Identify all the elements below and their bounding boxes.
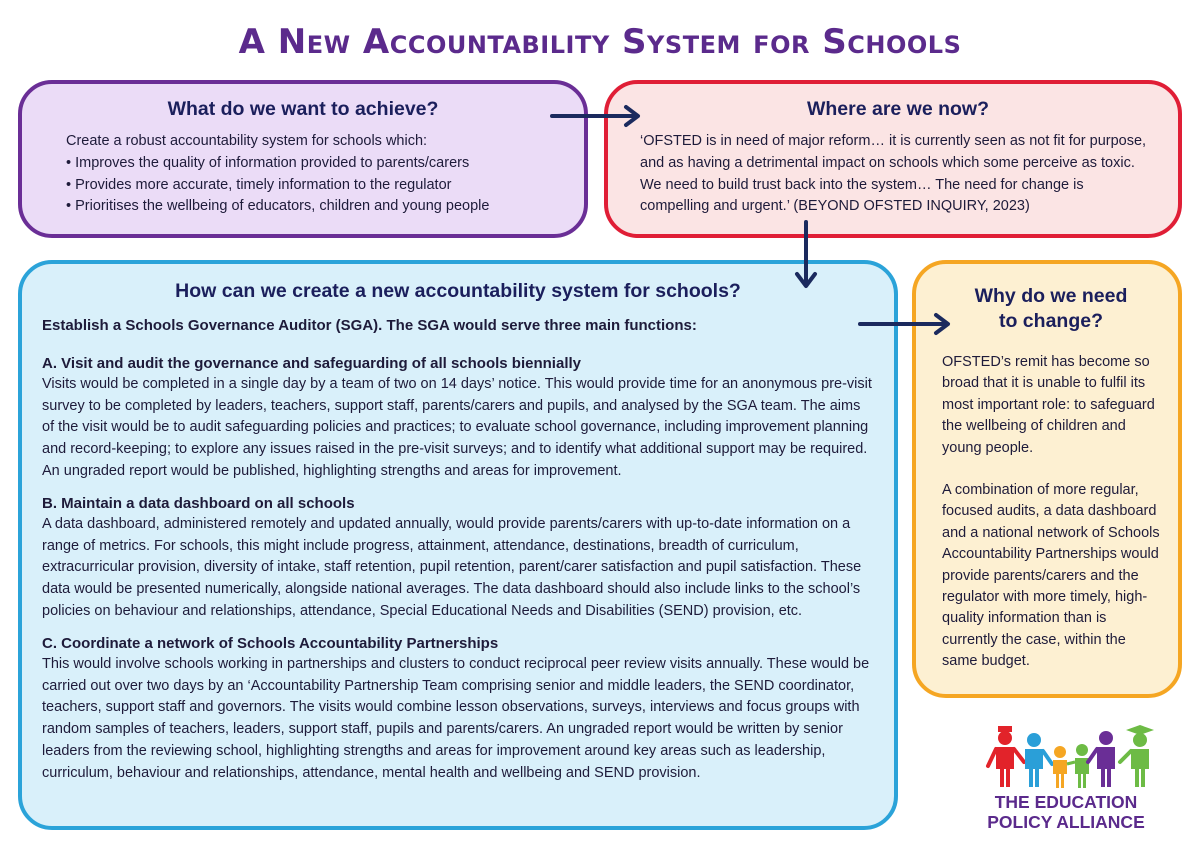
achieve-bullet-list (66, 153, 562, 218)
why-heading-line2: to change? (998, 310, 1103, 332)
section-b-heading: B. Maintain a data dashboard on all schools (42, 494, 355, 512)
family-logo-icon (968, 724, 1164, 790)
achieve-bullet: • Improves the quality of information provided to parents/carers (66, 153, 562, 175)
section-b-body: A data dashboard, administered remotely and updated annually, would provide parents/carers with up-to-date information on a range of metrics. For schools, this might include progress, attainment, attendance, destinations, breadth of curriculum, extracurricular provision, diversity of intake, staff retention, pupil retention, parent/carer satisfaction and pupil satisfaction. These data would be presented numerically, alongside national averages. The data dashboard should also include links to the school’s policies on behaviour and relationships, attendance, Special Educational Needs and Disabilities (SEND) provision, etc. (42, 515, 862, 619)
now-heading: Where are we now? (806, 98, 990, 120)
logo-text-line2: POLICY ALLIANCE (987, 812, 1145, 832)
achieve-box (18, 80, 588, 238)
why-para1: OFSTED’s remit has become so broad that it is unable to fulfil its most important role: to safeguard the wellbeing of children and young people. (942, 354, 1155, 456)
arrow-now-to-how-icon (794, 220, 818, 290)
section-c-heading: C. Coordinate a network of Schools Accountability Partnerships (42, 634, 499, 652)
achieve-intro: Create a robust accountability system for schools which: (66, 133, 428, 149)
why-heading (942, 284, 1160, 334)
logo-text-line1: THE EDUCATION (994, 792, 1138, 812)
section-a-heading: A. Visit and audit the governance and safeguarding of all schools biennially (42, 354, 581, 372)
section-a (42, 353, 874, 483)
section-c (42, 633, 874, 785)
achieve-heading: What do we want to achieve? (167, 98, 439, 120)
why-heading-line1: Why do we need (974, 285, 1128, 307)
how-heading: How can we create a new accountability system for schools? (175, 280, 741, 302)
arrow-how-to-why-icon (858, 312, 958, 336)
section-b (42, 493, 874, 623)
how-box (18, 260, 898, 830)
arrow-achieve-to-now-icon (550, 104, 650, 128)
now-box (604, 80, 1182, 238)
how-intro: Establish a Schools Governance Auditor (SGA). The SGA would serve three main functions: (42, 317, 697, 334)
achieve-bullet: • Prioritises the wellbeing of educators, children and young people (66, 196, 562, 218)
page-title: A New Accountability System for Schools (238, 22, 962, 62)
logo (968, 724, 1164, 834)
section-c-body: This would involve schools working in partnerships and clusters to conduct reciprocal peer review visits annually. These would be carried out over two days by an ‘Accountability Partnership Team comprising senior and middle leaders, the SEND coordinator, teachers, support staff and governors. The visits would combine lesson observations, surveys, interviews and focus groups with random samples of teachers, leaders, support staff, pupils and parents/carers. An ungraded report would be written by senior leaders from the reviewing school, highlighting strengths and areas for improvement around key areas such as leadership, curriculum, behaviour and relationships, attendance, mental health and wellbeing and SEND provision. (42, 655, 870, 781)
section-a-body: Visits would be completed in a single day by a team of two on 14 days’ notice. This would provide time for an anonymous pre-visit survey to be completed by leaders, teachers, support staff, parents/carers and pupils, and analysed by the SGA team. The aims of the visit would be to audit safeguarding policies and practices; to evaluate school governance, including improvement planning and record-keeping; to explore any issues raised in the pre-visit surveys; and to identify what additional support may be required. An ungraded report would be published, highlighting strengths and areas for improvement. (42, 375, 872, 479)
achieve-bullet: • Provides more accurate, timely information to the regulator (66, 175, 562, 197)
now-quote: ‘OFSTED is in need of major reform… it is currently seen as not fit for purpose, and as having a detrimental impact on schools which some perceive as toxic. We need to build trust back into the system… The need for change is compelling and urgent.’ (BEYOND OFSTED INQUIRY, 2023) (640, 133, 1147, 215)
why-para2: A combination of more regular, focused audits, a data dashboard and a national network of Schools Accountability Partnerships would provide parents/carers and the regulator with more timely, high-quality information than is currently the case, within the same budget. (942, 482, 1160, 670)
